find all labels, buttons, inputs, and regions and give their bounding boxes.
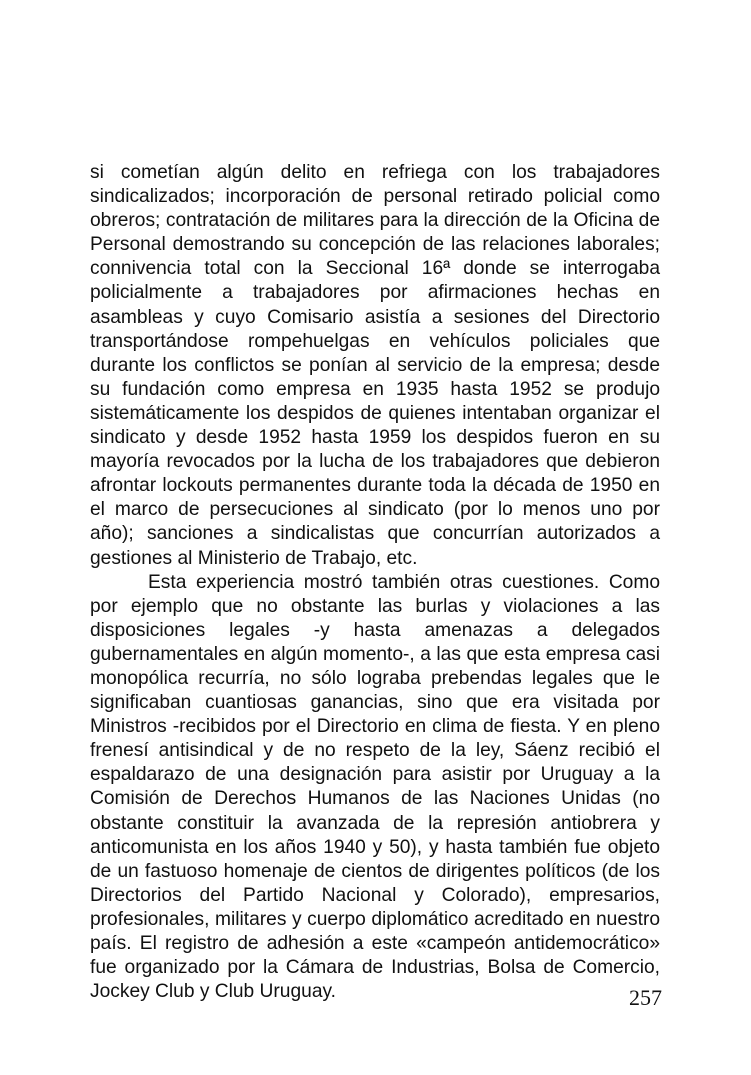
paragraph-1: si cometían algún delito en refriega con los trabajadores sindicalizados; incorporación de personal retirado policial como obreros; contratación de militares para la dirección de la Oficina de Personal demostrando su concepción de las relaciones laborales; connivencia total con la Seccional 16ª donde se interrogaba policialmente a trabajadores por afirmaciones hechas en asambleas y cuyo Comisario asistía a sesiones del Directorio transportándose rompehuelgas en vehículos policiales que durante los conflictos se ponían al servicio de la empresa; desde su fundación como empresa en 1935 hasta 1952 se produjo sistemáticamente los despidos de quienes intentaban organizar el sindicato y desde 1952 hasta 1959 los despidos fueron en su mayoría revocados por la lucha de los trabajadores que debieron afrontar lockouts permanentes durante toda la década de 1950 en el marco de persecuciones al sindicato (por lo menos uno por año); sanciones a sindicalistas que concurrían autorizados a gestiones al Ministerio de Trabajo, etc. [90, 162, 660, 569]
page-number: 257 [629, 985, 662, 1010]
body-text [90, 161, 660, 1004]
paragraph-2: Esta experiencia mostró también otras cuestiones. Como por ejemplo que no obstante las burlas y violaciones a las disposiciones legales -y hasta amenazas a delegados gubernamentales en algún momento-, a las que esta empresa casi monopólica recurría, no sólo lograba prebendas legales que le significaban cuantiosas ganancias, sino que era visitada por Ministros -recibidos por el Directorio en clima de fiesta. Y en pleno frenesí antisindical y de no respeto de la ley, Sáenz recibió el espaldarazo de una designación para asistir por Uruguay a la Comisión de Derechos Humanos de las Naciones Unidas (no obstante constituir la avanzada de la represión antiobrera y anticomunista en los años 1940 y 50), y hasta también fue objeto de un fastuoso homenaje de cientos de dirigentes políticos (de los Directorios del Partido Nacional y Colorado), empresarios, profesionales, militares y cuerpo diplomático acreditado en nuestro país. El registro de adhesión a este «campeón antidemocrático» fue organizado por la Cámara de Industrias, Bolsa de Comercio, Jockey Club y Club Uruguay. [90, 571, 660, 1003]
